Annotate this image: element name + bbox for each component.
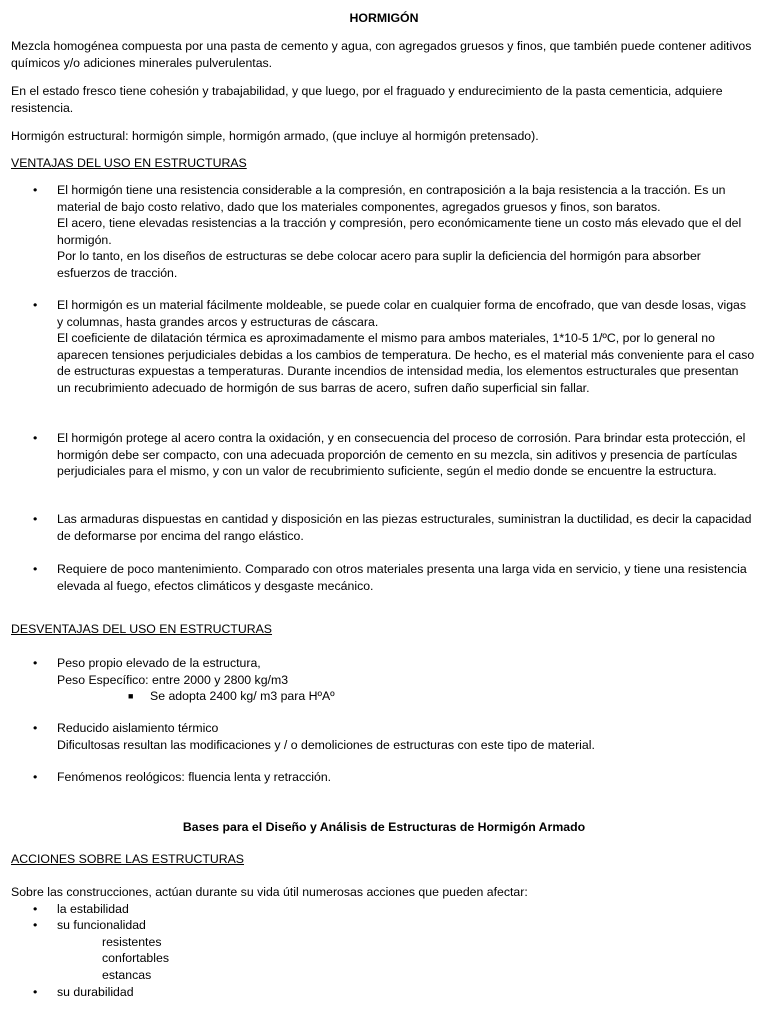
desventajas-item-2 — [57, 720, 755, 753]
acciones-heading: ACCIONES SOBRE LAS ESTRUCTURAS — [11, 852, 245, 866]
ventajas-item-1-p2: El acero, tiene elevadas resistencias a la tracción y compresión, pero económicamente tiene un costo más elevado que el del hormigón. — [57, 216, 742, 247]
ventajas-item-3: El hormigón protege al acero contra la oxidación, y en consecuencia del proceso de corrosión. Para brindar esta protección, el hormigón debe ser compacto, con una adecuada proporción de cemento en su mezcla, sin aditivos y presencia de partículas perjudiciales para el mismo, y con un valor de recubrimiento suficiente, según el medio donde se encuentre la estructura. — [57, 431, 746, 478]
square-bullet-icon: ■ — [128, 691, 134, 701]
desventajas-item-1 — [57, 655, 755, 688]
desventajas-item-2-p1: Reducido aislamiento térmico — [57, 721, 219, 735]
ventajas-item-2-p1: El hormigón es un material fácilmente moldeable, se puede colar en cualquier forma de encofrado, que van desde losas, vigas y columnas, hasta grandes arcos y estructuras de cáscara. — [57, 298, 747, 329]
bases-title: Bases para el Diseño y Análisis de Estructuras de Hormigón Armado — [182, 820, 586, 834]
intro-paragraph-1: Mezcla homogénea compuesta por una pasta de cemento y agua, con agregados gruesos y finos, que también puede contener aditivos químicos y/o adiciones minerales pulverulentas. — [11, 39, 752, 70]
bullet-icon: • — [33, 902, 38, 916]
ventajas-item-1 — [57, 182, 755, 281]
ventajas-item-4: Las armaduras dispuestas en cantidad y disposición en las piezas estructurales, suministran la ductilidad, es decir la capacidad de deformarse por encima del rango elástico. — [57, 512, 752, 543]
bullet-icon: • — [33, 770, 38, 784]
bullet-icon: • — [33, 985, 38, 999]
acciones-sub-item-2: confortables — [102, 951, 169, 965]
ventajas-item-1-p1: El hormigón tiene una resistencia considerable a la compresión, en contraposición a la baja resistencia a la tracción. Es un material de bajo costo relativo, dado que los materiales componentes, agregados gruesos y finos, son baratos. — [57, 183, 726, 214]
intro-paragraph-3: Hormigón estructural: hormigón simple, hormigón armado, (que incluye al hormigón pretensado). — [11, 129, 539, 143]
document-title: HORMIGÓN — [349, 11, 419, 25]
bullet-icon: • — [33, 656, 38, 670]
bullet-icon: • — [33, 431, 38, 445]
bullet-icon: • — [33, 562, 38, 576]
bullet-icon: • — [33, 512, 38, 526]
bullet-icon: • — [33, 298, 38, 312]
ventajas-item-5: Requiere de poco mantenimiento. Comparado con otros materiales presenta una larga vida en servicio, y tiene una resistencia elevada al fuego, efectos climáticos y desgaste mecánico. — [57, 562, 747, 593]
ventajas-item-2 — [57, 297, 755, 396]
ventajas-item-2-p2: El coeficiente de dilatación térmica es aproximadamente el mismo para ambos materiales, 1*10-5 1/ºC, por lo general no aparecen tensiones perjudiciales debidas a los cambios de temperatura. De hecho, es el material más conveniente para el caso de estructuras expuestas a temperaturas. Durante incendios de intensidad media, los elementos estructurales que presentan un recubrimiento adecuado de hormigón de sus barras de acero, sufren daño superficial sin fallar. — [57, 331, 755, 395]
bullet-icon: • — [33, 183, 38, 197]
acciones-sub-item-3: estancas — [102, 968, 152, 982]
desventajas-sub-item: Se adopta 2400 kg/ m3 para HºAº — [150, 689, 335, 703]
desventajas-item-1-p2: Peso Específico: entre 2000 y 2800 kg/m3 — [57, 672, 289, 687]
bullet-icon: • — [33, 721, 38, 735]
acciones-intro: Sobre las construcciones, actúan durante su vida útil numerosas acciones que pueden afectar: — [11, 885, 528, 899]
acciones-item-3: su durabilidad — [57, 985, 134, 999]
desventajas-item-2-p2: Dificultosas resultan las modificaciones y / o demoliciones de estructuras con este tipo de material. — [57, 737, 595, 752]
acciones-sub-item-1: resistentes — [102, 935, 162, 949]
desventajas-item-1-p1: Peso propio elevado de la estructura, — [57, 656, 261, 670]
bullet-icon: • — [33, 918, 38, 932]
acciones-item-2: su funcionalidad — [57, 918, 146, 932]
desventajas-heading: DESVENTAJAS DEL USO EN ESTRUCTURAS — [11, 622, 273, 636]
desventajas-item-3: Fenómenos reológicos: fluencia lenta y retracción. — [57, 770, 332, 784]
intro-paragraph-2: En el estado fresco tiene cohesión y trabajabilidad, y que luego, por el fraguado y endurecimiento de la pasta cementicia, adquiere resistencia. — [11, 84, 723, 115]
ventajas-heading: VENTAJAS DEL USO EN ESTRUCTURAS — [11, 156, 247, 170]
ventajas-item-1-p3: Por lo tanto, en los diseños de estructuras se debe colocar acero para suplir la deficiencia del hormigón para absorber esfuerzos de tracción. — [57, 249, 701, 280]
acciones-item-1: la estabilidad — [57, 902, 129, 916]
